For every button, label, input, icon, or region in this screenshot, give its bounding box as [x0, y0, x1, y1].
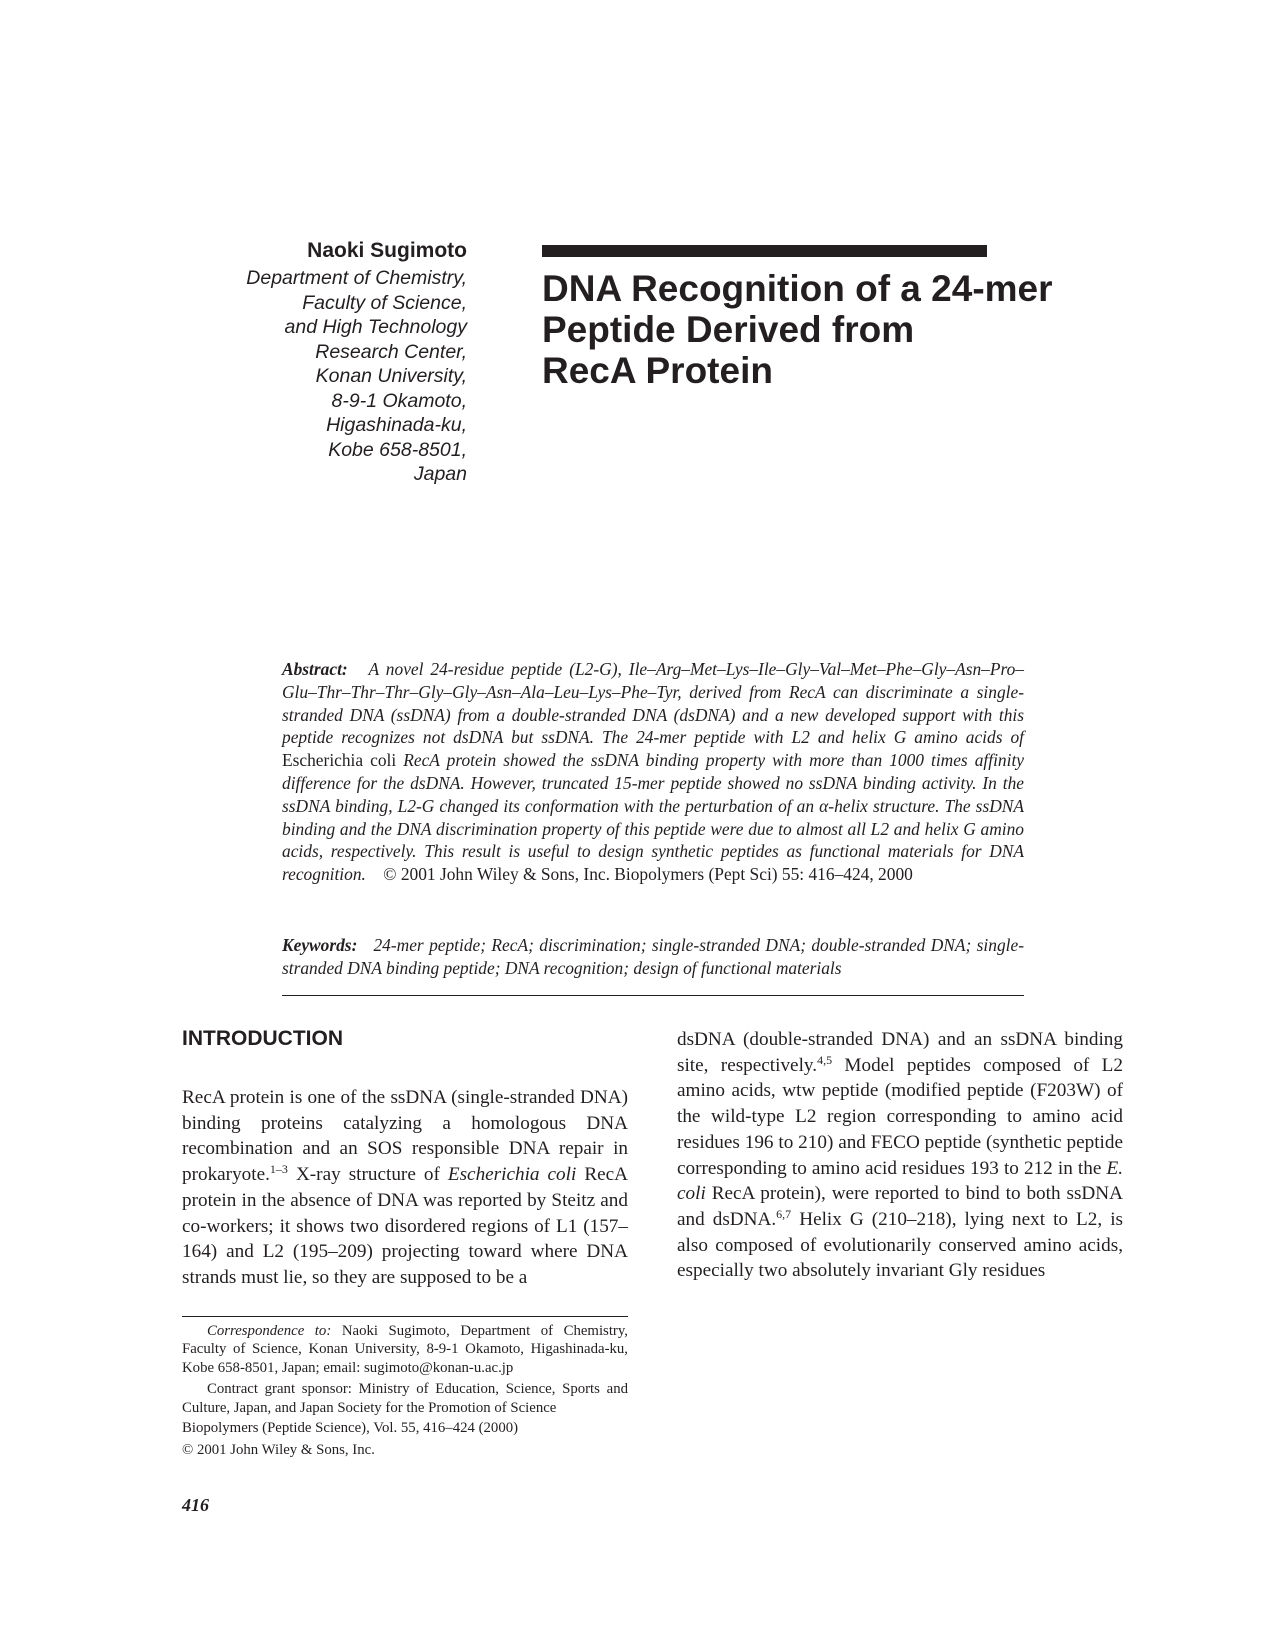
keywords	[282, 934, 1024, 980]
correspondence-text: Naoki Sugimoto, Department of Chemistry, Faculty of Science, Konan University, 8-9-1 Okamoto, Higashinada-ku, Kobe 658-8501, Japan; email: sugimoto@konan-u.ac.jp	[182, 1323, 628, 1376]
title-line: RecA Protein	[542, 350, 773, 391]
citation: 1–3	[269, 1162, 288, 1177]
affiliation-line: Japan	[413, 463, 467, 485]
title-line: DNA Recognition of a 24-mer	[542, 268, 1053, 309]
footnote-divider	[182, 1316, 628, 1317]
abstract	[282, 658, 1024, 886]
affiliation	[170, 266, 467, 487]
abstract-organism: Escherichia coli	[282, 750, 397, 771]
abstract-label: Abstract:	[282, 659, 348, 679]
body-text: Model peptides composed of L2 amino acids, wtw peptide (modified peptide (F203W) of the wild-type L2 region corresponding to amino acid residues 196 to 210) and FECO peptide (synthetic peptide corresponding to amino acid residues 193 to 212 in the	[677, 1054, 1123, 1179]
introduction-heading: INTRODUCTION	[182, 1027, 343, 1050]
title-rule-bar	[542, 245, 987, 257]
affiliation-line: Kobe 658-8501,	[328, 438, 467, 461]
intro-column-right	[677, 1027, 1123, 1284]
affiliation-line: Higashinada-ku,	[326, 414, 467, 436]
page-number: 416	[182, 1495, 209, 1515]
keywords-label: Keywords:	[282, 935, 358, 955]
species-name: E. coli	[677, 1157, 1123, 1205]
footnotes	[182, 1322, 628, 1461]
abstract-text-continued: RecA protein showed the ssDNA binding property with more than 1000 times affinity difference for the dsDNA. However, truncated 15-mer peptide showed no ssDNA binding activity. In the ssDNA binding, L2-G changed its conformation with the perturbation of an α-helix structure. The ssDNA binding and the DNA discrimination property of this peptide were due to almost all L2 and helix G amino acids, respectively. This result is useful to design synthetic peptides as functional materials for DNA recognition.	[282, 750, 1024, 885]
body-text: RecA protein in the absence of DNA was reported by Steitz and co-workers; it shows two disordered regions of L1 (157–164) and L2 (195–209) projecting toward where DNA strands must lie, so they are supposed to be a	[182, 1164, 629, 1288]
author-block	[170, 238, 467, 487]
correspondence-label: Correspondence to:	[207, 1323, 332, 1339]
correspondence-footnote	[182, 1322, 628, 1377]
affiliation-line: Faculty of Science,	[302, 291, 467, 314]
abstract-text: A novel 24-residue peptide (L2-G), Ile–Arg–Met–Lys–Ile–Gly–Val–Met–Phe–Gly–Asn–Pro–Glu–Thr–Thr–Thr–Gly–Gly–Asn–Ala–Leu–Lys–Phe–Tyr, derived from RecA can discriminate a single-stranded DNA (ssDNA) from a double-stranded DNA (dsDNA) and a new developed support with this peptide recognizes not dsDNA but ssDNA. The 24-mer peptide with L2 and helix G amino acids of	[282, 659, 1024, 748]
body-text: RecA protein is one of the ssDNA (single-stranded DNA) binding proteins catalyzing a homologous DNA recombination and an SOS responsible DNA repair in prokaryote.	[182, 1087, 628, 1186]
citation: 6,7	[776, 1206, 792, 1221]
affiliation-line: 8-9-1 Okamoto,	[331, 389, 467, 412]
copyright-notice: © 2001 John Wiley & Sons, Inc.	[182, 1442, 375, 1459]
body-text: X-ray structure of	[287, 1164, 448, 1186]
author-name: Naoki Sugimoto	[307, 239, 467, 262]
affiliation-line: Research Center,	[315, 340, 467, 363]
grant-footnote: Contract grant sponsor: Ministry of Education, Science, Sports and Culture, Japan, and Japan Society for the Promotion of Science	[182, 1381, 628, 1416]
intro-column-left	[182, 1085, 628, 1291]
citation: 4,5	[817, 1052, 833, 1067]
journal-citation: Biopolymers (Peptide Science), Vol. 55, 416–424 (2000)	[182, 1420, 519, 1437]
body-text: Helix G (210–218), lying next to L2, is also composed of evolutionarily conserved amino acids, especially two absolutely invariant Gly residues	[677, 1208, 1123, 1282]
species-name: Escherichia coli	[447, 1164, 577, 1186]
title-line: Peptide Derived from	[542, 309, 915, 350]
article-title	[542, 268, 1142, 391]
keywords-text: 24-mer peptide; RecA; discrimination; single-stranded DNA; double-stranded DNA; single-stranded DNA binding peptide; DNA recognition; design of functional materials	[282, 935, 1024, 978]
affiliation-line: Department of Chemistry,	[246, 267, 467, 289]
affiliation-line: and High Technology	[284, 316, 467, 338]
affiliation-line: Konan University,	[315, 365, 467, 387]
abstract-copyright: © 2001 John Wiley & Sons, Inc. Biopolymers (Pept Sci) 55: 416–424, 2000	[383, 864, 913, 885]
abstract-divider	[282, 995, 1024, 996]
body-text: dsDNA (double-stranded DNA) and an ssDNA binding site, respectively.	[677, 1029, 1123, 1076]
body-text: RecA protein), were reported to bind to both ssDNA and dsDNA.	[677, 1183, 1123, 1230]
